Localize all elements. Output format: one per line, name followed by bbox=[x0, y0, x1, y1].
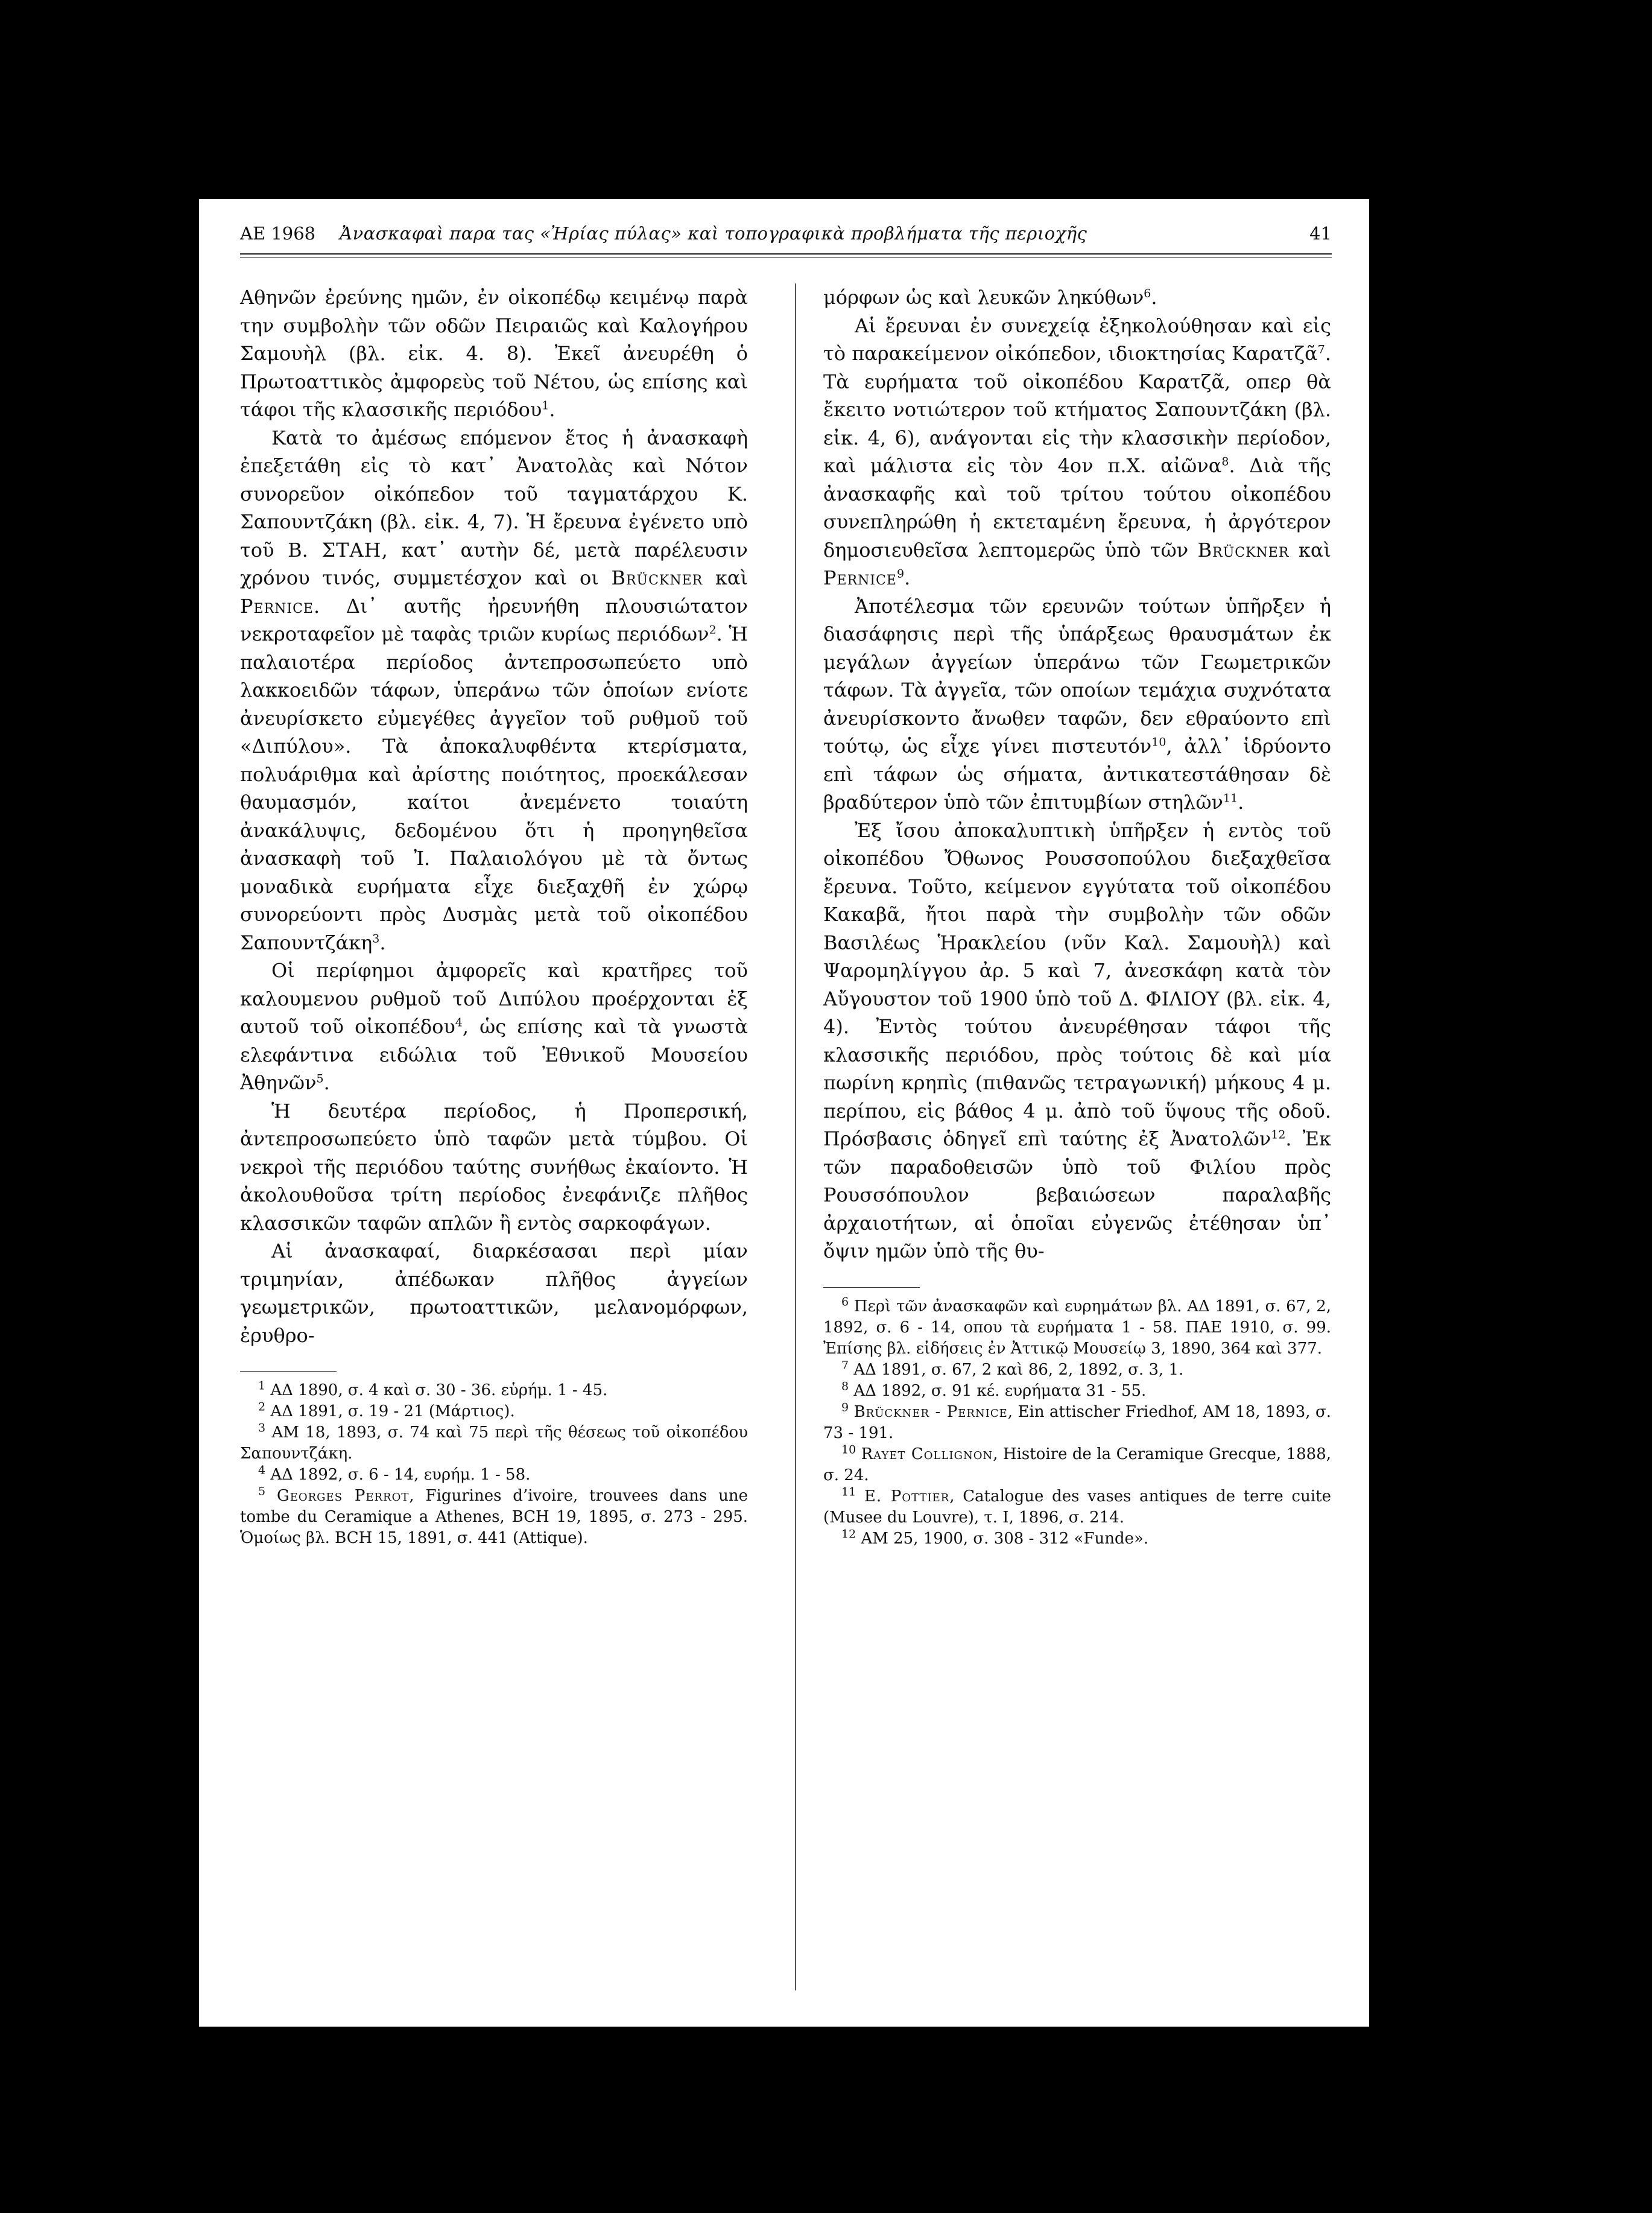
header-rule-thin bbox=[240, 257, 1332, 258]
paragraph: μόρφων ὡς καὶ λευκῶν ληκύθων$^6$. bbox=[823, 286, 1157, 309]
footnote-ref: 3 bbox=[372, 931, 380, 945]
author-name: Brückner bbox=[611, 566, 703, 589]
running-header bbox=[240, 223, 1332, 244]
footnotes bbox=[823, 1296, 1331, 1550]
paragraph: Αἱ ἀνασκαφαί, διαρκέσασαι περὶ μίαν τριμηνίαν, ἀπέδωκαν πλῆθος ἀγγείων γεωμετρικῶν, πρωτοαττικῶν, μελανομόρφων, ἐρυθρο- bbox=[240, 1239, 748, 1347]
footnote-ref: 4 bbox=[455, 1016, 463, 1030]
author-name: Pernice bbox=[240, 594, 314, 618]
footnote: $^3$ ΑΜ 18, 1893, σ. 74 καὶ 75 περὶ τῆς θέσεως τοῦ οἰκοπέδου Σαπουντζάκη. bbox=[240, 1421, 748, 1463]
footnote: $^8$ ΑΔ 1892, σ. 91 κέ. ευρήματα 31 - 55. bbox=[841, 1379, 1147, 1400]
author-name: Pernice bbox=[823, 566, 897, 589]
footnote: $^{10}$ Rayet Collignon, Histoire de la Ceramique Grecque, 1888, σ. 24. bbox=[823, 1442, 1331, 1484]
footnote-ref: 12 bbox=[1271, 1128, 1286, 1142]
left-column bbox=[240, 283, 748, 1549]
footnote: $^9$ Brückner - Pernice, Ein attischer Friedhof, AM 18, 1893, σ. 73 - 191. bbox=[823, 1400, 1332, 1442]
page-number: 41 bbox=[1309, 223, 1332, 244]
footnote-ref: 8 bbox=[1221, 455, 1229, 469]
paragraph: Ἐξ ἴσου ἀποκαλυπτικὴ ὑπῆρξεν ἡ εντὸς τοῦ οἰκοπέδου Ὄθωνος Ρουσσοπούλου διεξαχθεῖσα ἔρευνα. Τοῦτο, κείμενον εγγύτατα τοῦ οἰκοπέδου Κακαβᾶ, ἤτοι παρὰ τὴν συμβολὴν τῶν οδῶν Βασιλέως Ἡρακλείου (νῦν Καλ. Σαμουὴλ) καὶ Ψαρομηλίγγου ἀρ. 5 καὶ 7, ἀνεσκάφη κατὰ τὸν Αὔγουστον τοῦ 1900 ὑπὸ τοῦ Δ. ΦΙΛΙΟΥ (βλ. εἰκ. 4, 4). Ἐντὸς τούτου ἀνευρέθησαν τάφοι τῆς κλασσικῆς περιόδου, πρὸς τούτοις δὲ καὶ μία πωρίνη κρηπὶς (πιθανῶς τετραγωνική) μήκους 4 μ. περίπου, εἰς βάθος 4 μ. ἀπὸ τοῦ ὕψους τῆς οδοῦ. Πρόσβασις ὁδηγεῖ επὶ ταύτης ἐξ Ἀνατολῶν$^{12}$. Ἐκ τῶν παραδοθεισῶν ὑπὸ τοῦ Φιλίου πρὸς Ρουσσόπουλον βεβαιώσεων παραλαβῆς ἀρχαιοτήτων, αἱ ὁποῖαι εὐγενῶς ἐτέθησαν ὑπ᾽ ὄψιν ημῶν ὑπὸ τῆς θυ- bbox=[823, 818, 1332, 1262]
author-name: ΦΙΛΙΟΥ bbox=[1145, 987, 1220, 1010]
footnotes bbox=[240, 1380, 748, 1549]
footnote-ref: 5 bbox=[316, 1072, 324, 1086]
footnote-rule bbox=[823, 1287, 920, 1288]
footnote: $^6$ Περὶ τῶν ἀνασκαφῶν καὶ ευρημάτων βλ. ΑΔ 1891, σ. 67, 2, 1892, σ. 6 - 14, οπου τὰ ευρήματα 1 - 58. ΠΑΕ 1910, σ. 99. Ἐπίσης βλ. εἰδήσεις ἐν Ἀττικῷ Μουσείῳ 3, 1890, 364 καὶ 377. bbox=[823, 1294, 1332, 1358]
footnote-rule bbox=[240, 1371, 337, 1372]
footnote-ref: 7 bbox=[1317, 343, 1325, 356]
footnote-ref: 6 bbox=[1144, 287, 1151, 300]
footnote: $^{12}$ AM 25, 1900, σ. 308 - 312 «Funde». bbox=[841, 1527, 1149, 1548]
footnote-ref: 9 bbox=[897, 567, 905, 581]
footnote: $^2$ ΑΔ 1891, σ. 19 - 21 (Μάρτιος). bbox=[258, 1400, 515, 1420]
paragraph: Κατὰ το ἀμέσως επόμενον ἔτος ἡ ἀνασκαφὴ ἐπεξετάθη εἰς τὸ κατ᾽ Ἀνατολὰς καὶ Νότον συνορεῦον οἰκόπεδον τοῦ ταγματάρχου Κ. Σαπουντζάκη (βλ. εἰκ. 4, 7). Ἡ ἔρευνα ἐγένετο υπὸ τοῦ Β. ΣΤΑΗ, κατ᾽ αυτὴν δέ, μετὰ παρέλευσιν χρόνου τινός, συμμετέσχον καὶ οι Brückner καὶ Pernice. Δι᾽ αυτῆς ἠρευνήθη πλουσιώτατον νεκροταφεῖον μὲ ταφὰς τριῶν κυρίως περιόδων$^2$. Ἡ παλαιοτέρα περίοδος ἀντεπροσωπεύετο υπὸ λακκοειδῶν τάφων, ὑπεράνω τῶν ὁποίων ενίοτε ἀνευρίσκετο εὐμεγέθες ἀγγεῖον τοῦ ρυθμοῦ τοῦ «Διπύλου». Τὰ ἀποκαλυφθέντα κτερίσματα, πολυάριθμα καὶ ἀρίστης ποιότητος, προεκάλεσαν θαυμασμόν, καίτοι ἀνεμένετο τοιαύτη ἀνακάλυψις, δεδομένου ὅτι ἡ προηγηθεῖσα ἀνασκαφὴ τοῦ Ἰ. Παλαιολόγου μὲ τὰ ὄντως μοναδικὰ ευρήματα εἶχε διεξαχθῆ ἐν χώρῳ συνορεύοντι πρὸς Δυσμὰς μετὰ τοῦ οἰκοπέδου Σαπουντζάκη$^3$. bbox=[240, 426, 748, 954]
paragraph: Αθηνῶν ἐρεύνης ημῶν, ἐν οἰκοπέδῳ κειμένῳ παρὰ την συμβολὴν τῶν οδῶν Πειραιῶς καὶ Καλογήρου Σαμουὴλ (βλ. εἰκ. 4. 8). Ἐκεῖ ἀνευρέθη ὁ Πρωτοαττικὸς ἀμφορεὺς τοῦ Νέτου, ὡς επίσης καὶ τάφοι τῆς κλασσικῆς περιόδου$^1$. bbox=[240, 286, 748, 421]
paragraph: Οἱ περίφημοι ἀμφορεῖς καὶ κρατῆρες τοῦ καλουμενου ρυθμοῦ τοῦ Διπύλου προέρχονται ἐξ αυτοῦ τοῦ οἰκοπέδου$^4$, ὡς επίσης καὶ τὰ γνωστὰ ελεφάντινα ειδώλια τοῦ Ἐθνικοῦ Μουσείου Ἀθηνῶν$^5$. bbox=[240, 959, 748, 1094]
footnote: $^5$ Georges Perrot, Figurines d’ivoire, trouvees dans une tombe du Ceramique a Athenes, BCH 19, 1895, σ. 273 - 295. Ὁμοίως βλ. BCH 15, 1891, σ. 441 (Attique). bbox=[240, 1484, 748, 1547]
author-name: Brückner bbox=[1197, 538, 1290, 562]
paragraph: Ἡ δευτέρα περίοδος, ἡ Προπερσική, ἀντεπροσωπεύετο ὑπὸ ταφῶν μετὰ τύμβου. Οἱ νεκροὶ τῆς περιόδου ταύτης συνήθως ἐκαίοντο. Ἡ ἀκολουθοῦσα τρίτη περίοδος ἐνεφάνιζε πλῆθος κλασσικῶν ταφῶν απλῶν ἢ εντὸς σαρκοφάγων. bbox=[240, 1099, 748, 1235]
column-divider bbox=[795, 283, 796, 1990]
page bbox=[199, 199, 1369, 2027]
footnote-ref: 2 bbox=[709, 623, 717, 637]
header-rule bbox=[240, 253, 1332, 255]
author-name: ΣΤΑΗ bbox=[321, 538, 382, 562]
journal-ref: ΑΕ 1968 bbox=[240, 223, 316, 244]
footnote-ref: 1 bbox=[542, 399, 549, 413]
footnote: $^7$ ΑΔ 1891, σ. 67, 2 καὶ 86, 2, 1892, σ. 3, 1. bbox=[841, 1358, 1184, 1379]
right-column bbox=[823, 283, 1331, 1550]
footnote-ref: 11 bbox=[1223, 791, 1238, 805]
paragraph: Αἱ ἔρευναι ἐν συνεχείᾳ ἐξηκολούθησαν καὶ εἰς τὸ παρακείμενον οἰκόπεδον, ιδιοκτησίας Καρατζᾶ$^7$. Τὰ ευρήματα τοῦ οἰκοπέδου Καρατζᾶ, οπερ θὰ ἔκειτο νοτιώτερον τοῦ κτήματος Σαπουντζάκη (βλ. εἰκ. 4, 6), ανάγονται εἰς τὴν κλασσικὴν περίοδον, καὶ μάλιστα εἰς τὸν 4ον π.Χ. αἰῶνα$^8$. Διὰ τῆς ἀνασκαφῆς καὶ τοῦ τρίτου τούτου οἰκοπέδου συνεπληρώθη ἡ εκτεταμένη ἔρευνα, ἡ ἀργότερον δημοσιευθεῖσα λεπτομερῶς ὑπὸ τῶν Brückner καὶ Pernice$^9$. bbox=[823, 314, 1332, 589]
footnote: $^4$ ΑΔ 1892, σ. 6 - 14, ευρήμ. 1 - 58. bbox=[258, 1463, 531, 1484]
footnote: $^1$ ΑΔ 1890, σ. 4 καὶ σ. 30 - 36. εὑρήμ. 1 - 45. bbox=[258, 1379, 608, 1399]
paragraph: Ἀποτέλεσμα τῶν ερευνῶν τούτων ὑπῆρξεν ἡ διασάφησις περὶ τῆς ὑπάρξεως θραυσμάτων ἐκ μεγάλων ἀγγείων ὑπεράνω τῶν Γεωμετρικῶν τάφων. Τὰ ἀγγεῖα, τῶν οποίων τεμάχια συχνότατα ἀνευρίσκοντο ἄνωθεν ταφῶν, δεν εθραύοντο επὶ τούτῳ, ὡς εἶχε γίνει πιστευτόν$^{10}$, ἀλλ᾽ ἱδρύοντο επὶ τάφων ὡς σήματα, ἀντικατεστάθησαν δὲ βραδύτερον ὑπὸ τῶν ἐπιτυμβίων στηλῶν$^{11}$. bbox=[823, 594, 1332, 814]
footnote-ref: 10 bbox=[1151, 735, 1166, 749]
footnote: $^{11}$ E. Pottier, Catalogue des vases antiques de terre cuite (Musee du Louvre), τ. I, 1896, σ. 214. bbox=[823, 1484, 1331, 1527]
running-title: Ἀνασκαφαὶ παρα τας «Ἠρίας πύλας» καὶ τοπογραφικὰ προβλήματα τῆς περιοχῆς bbox=[340, 223, 1087, 244]
